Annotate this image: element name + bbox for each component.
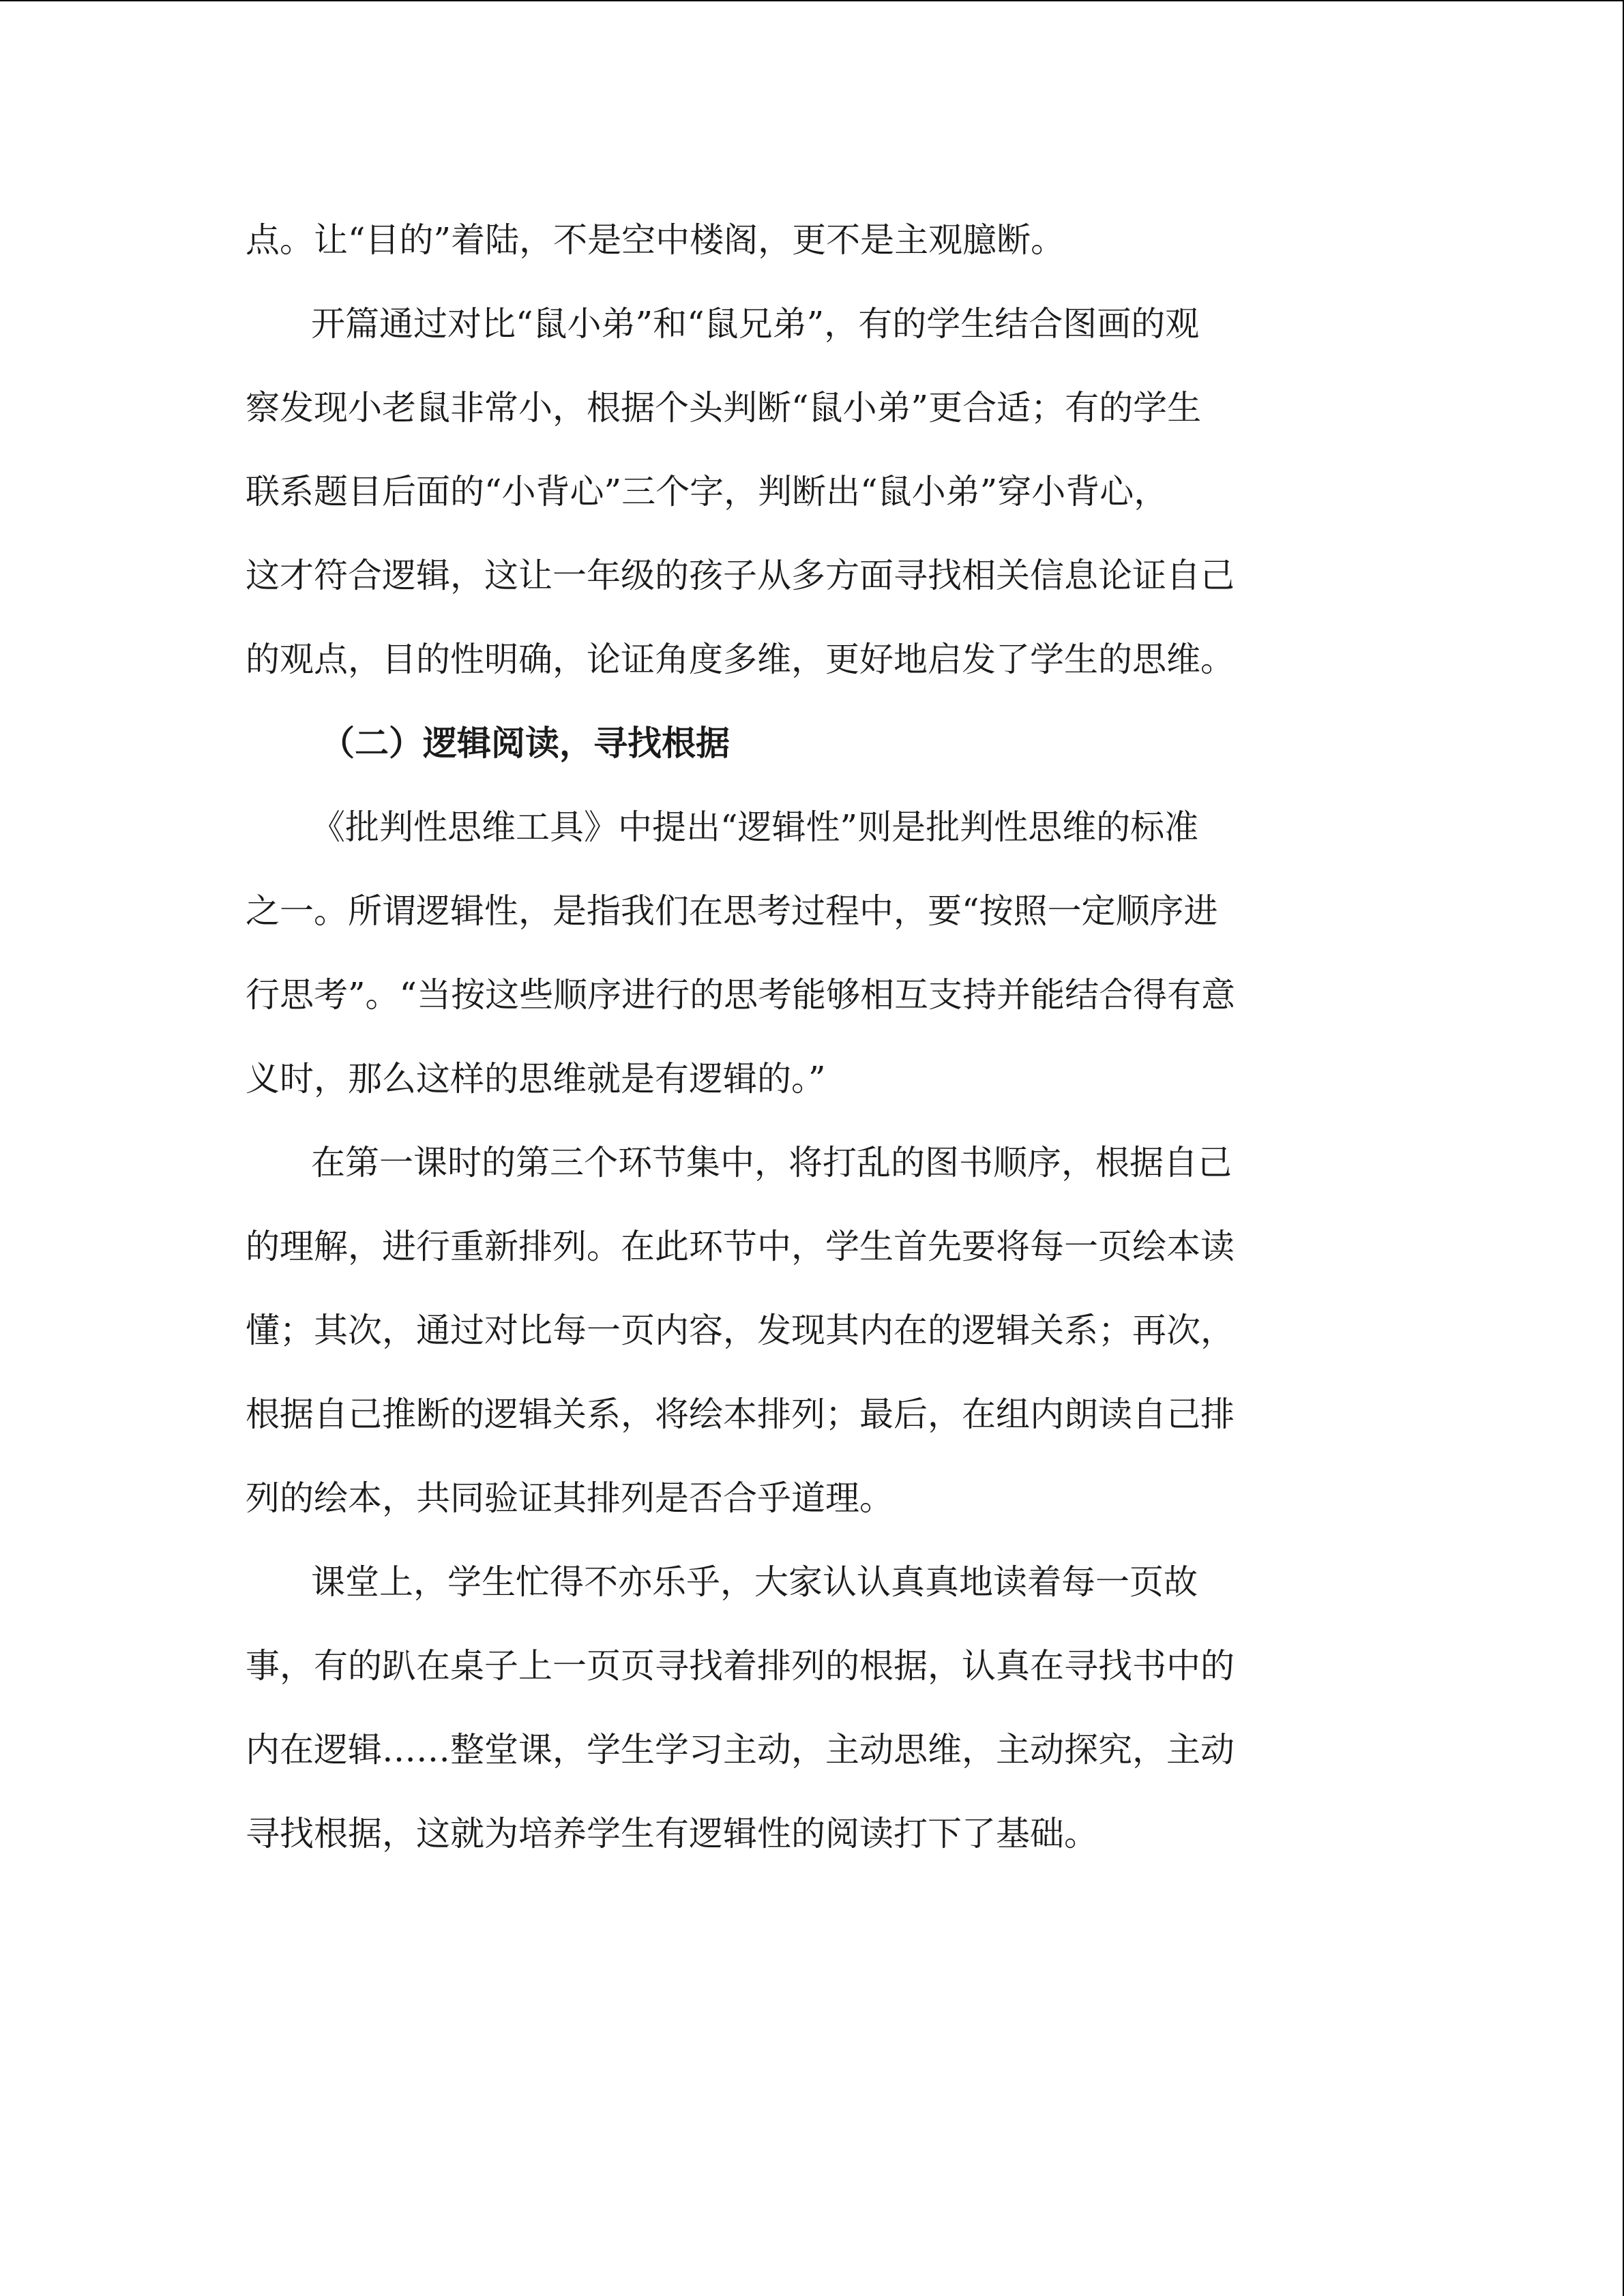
- text-line: 这才符合逻辑，这让一年级的孩子从多方面寻找相关信息论证自己: [246, 556, 1235, 595]
- text-line: 的理解，进行重新排列。在此环节中，学生首先要将每一页绘本读: [246, 1227, 1235, 1266]
- text-line: 根据自己推断的逻辑关系，将绘本排列；最后，在组内朗读自己排: [246, 1395, 1235, 1434]
- body-text: [246, 209, 1364, 1887]
- text-line: 联系题目后面的“小背心”三个字，判断出“鼠小弟”穿小背心，: [246, 472, 1168, 511]
- paragraph-first-line: 《批判性思维工具》中提出“逻辑性”则是批判性思维的标准: [311, 807, 1199, 847]
- text-line: 懂；其次，通过对比每一页内容，发现其内在的逻辑关系；再次，: [246, 1311, 1235, 1350]
- text-line: 事，有的趴在桌子上一页页寻找着排列的根据，认真在寻找书中的: [246, 1646, 1235, 1686]
- text-line: 列的绘本，共同验证其排列是否合乎道理。: [246, 1478, 894, 1518]
- text-line: 察发现小老鼠非常小，根据个头判断“鼠小弟”更合适；有的学生: [246, 388, 1202, 428]
- text-line: 义时，那么这样的思维就是有逻辑的。”: [246, 1059, 826, 1099]
- text-line: 之一。所谓逻辑性，是指我们在思考过程中，要“按照一定顺序进: [246, 891, 1218, 931]
- text-line: 寻找根据，这就为培养学生有逻辑性的阅读打下了基础。: [246, 1814, 1098, 1853]
- paragraph-first-line: 开篇通过对比“鼠小弟”和“鼠兄弟”，有的学生结合图画的观: [311, 304, 1200, 344]
- text-line: 点。让“目的”着陆，不是空中楼阁，更不是主观臆断。: [246, 220, 1065, 260]
- section-heading: （二）逻辑阅读，寻找根据: [321, 723, 730, 763]
- text-line: 行思考”。“当按这些顺序进行的思考能够相互支持并能结合得有意: [246, 975, 1236, 1015]
- paragraph-first-line: 课堂上，学生忙得不亦乐乎，大家认认真真地读着每一页故: [311, 1562, 1198, 1602]
- paragraph-first-line: 在第一课时的第三个环节集中，将打乱的图书顺序，根据自己: [311, 1143, 1232, 1182]
- text-line: 的观点，目的性明确，论证角度多维，更好地启发了学生的思维。: [246, 640, 1235, 679]
- text-line: 内在逻辑……整堂课，学生学习主动，主动思维，主动探究，主动: [246, 1730, 1235, 1770]
